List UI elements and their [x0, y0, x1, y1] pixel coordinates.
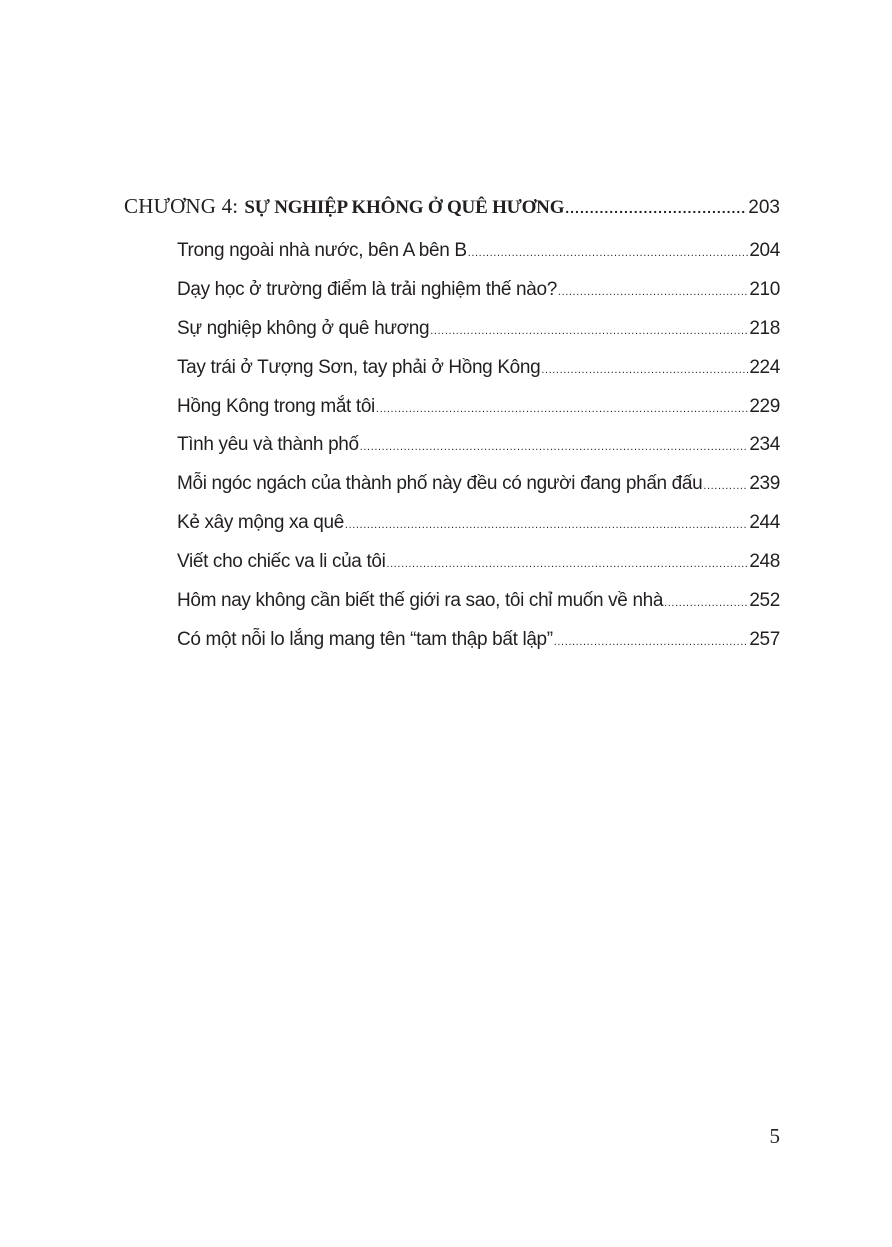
chapter-heading[interactable] — [124, 194, 780, 228]
entry-title: Viết cho chiếc va li của tôi — [177, 551, 386, 573]
toc-entry[interactable] — [177, 279, 780, 318]
entry-title: Dạy học ở trường điểm là trải nghiệm thế nào? — [177, 278, 557, 300]
toc-entry[interactable] — [177, 551, 780, 590]
entry-page-number: 224 — [749, 356, 780, 378]
dot-leader — [541, 364, 748, 376]
entry-title: Mỗi ngóc ngách của thành phố này đều có người đang phấn đấu — [177, 473, 703, 495]
entry-page-number: 252 — [749, 590, 780, 612]
toc-entry[interactable] — [177, 396, 780, 435]
entry-page-number: 229 — [749, 395, 780, 417]
entry-page-number: 239 — [749, 473, 780, 495]
entry-title: Tay trái ở Tượng Sơn, tay phải ở Hồng Kông — [177, 356, 541, 378]
entry-page-number: 210 — [749, 278, 780, 300]
entry-page-number: 244 — [749, 512, 780, 534]
page-number: 5 — [769, 1124, 780, 1148]
toc-entry[interactable] — [177, 240, 780, 279]
dot-leader — [554, 636, 749, 648]
dot-leader — [430, 325, 748, 337]
entry-title: Hôm nay không cần biết thế giới ra sao, tôi chỉ muốn về nhà — [177, 590, 664, 612]
entry-page-number: 234 — [749, 434, 780, 456]
entry-page-number: 218 — [749, 317, 780, 339]
toc-entry[interactable] — [177, 629, 780, 668]
toc-entry[interactable] — [177, 473, 780, 512]
entry-title: Kẻ xây mộng xa quê — [177, 512, 344, 534]
dot-leader — [565, 200, 747, 216]
toc-entry[interactable] — [177, 434, 780, 473]
dot-leader — [558, 286, 748, 298]
chapter-page-number: 203 — [748, 197, 780, 218]
entry-page-number: 204 — [749, 240, 780, 261]
toc-entry[interactable] — [177, 318, 780, 357]
toc-entry-list — [124, 240, 780, 668]
entry-title: Sự nghiệp không ở quê hương — [177, 317, 430, 339]
entry-title: Tình yêu và thành phố — [177, 434, 359, 456]
entry-page-number: 248 — [749, 551, 780, 573]
toc-entry[interactable] — [177, 512, 780, 551]
toc-entry[interactable] — [177, 590, 780, 629]
entry-title: Hồng Kông trong mắt tôi — [177, 395, 375, 417]
chapter-title: SỰ NGHIỆP KHÔNG Ở QUÊ HƯƠNG — [244, 197, 565, 218]
dot-leader — [386, 558, 748, 570]
dot-leader — [345, 519, 748, 531]
dot-leader — [376, 403, 748, 415]
chapter-number: CHƯƠNG 4: — [124, 194, 239, 218]
entry-page-number: 257 — [749, 628, 780, 650]
dot-leader — [360, 441, 749, 453]
dot-leader — [468, 247, 749, 259]
toc-entry[interactable] — [177, 357, 780, 396]
entry-title: Có một nỗi lo lắng mang tên “tam thập bất lập” — [177, 628, 553, 650]
entry-title: Trong ngoài nhà nước, bên A bên B — [177, 240, 467, 261]
dot-leader — [703, 480, 748, 492]
table-of-contents — [124, 194, 780, 668]
dot-leader — [664, 597, 748, 609]
